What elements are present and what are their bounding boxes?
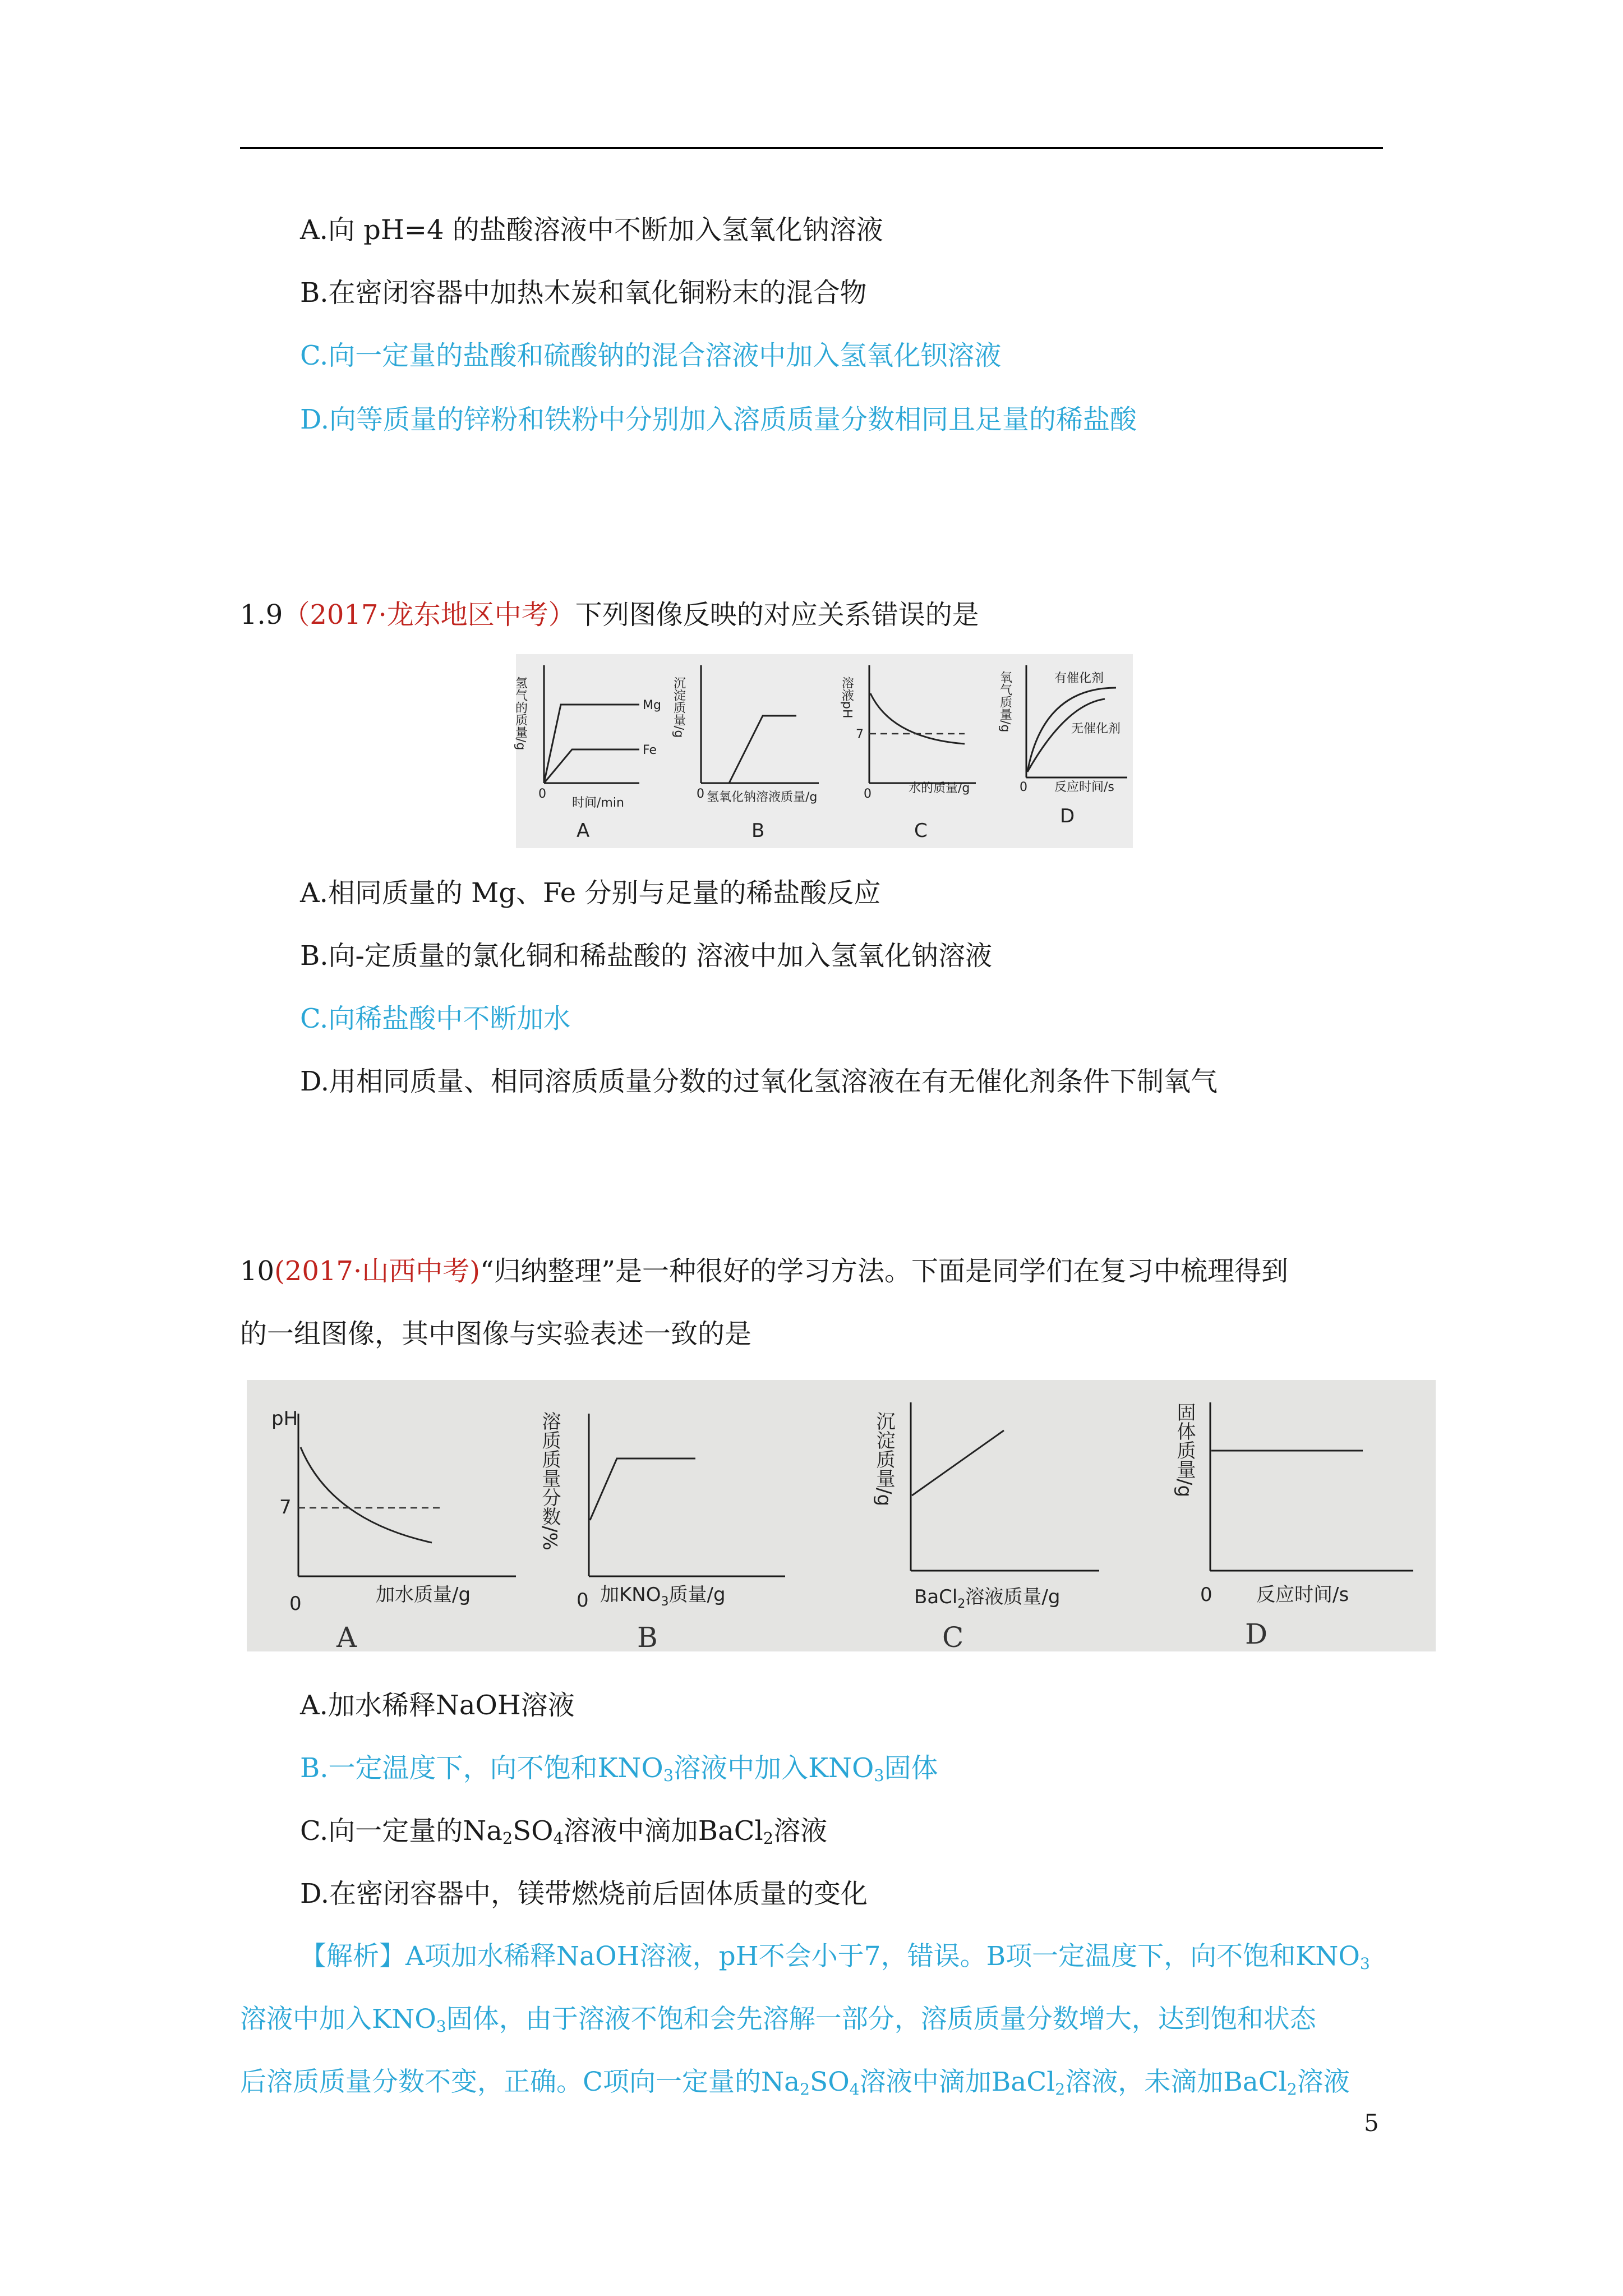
q10-graph-a [271,1407,516,1654]
q10-option-d: D.在密闭容器中，镁带燃烧前后固体质量的变化 [300,1878,868,1910]
q9-graph-c [840,665,976,842]
q9-a-mg-label: Mg [643,698,661,712]
q9-b-caption: B [751,820,765,842]
q10-a-caption: A [336,1621,357,1654]
q9-c-curve [870,693,965,744]
q10-d-origin: 0 [1200,1584,1212,1606]
q10-stem-text1: “归纳整理”是一种很好的学习方法。下面是同学们在复习中梳理得到 [479,1255,1289,1287]
q10-c-xlabel: BaCl$_2$溶液质量/g [914,1586,1061,1611]
q9-a-xlabel: 时间/min [572,796,624,810]
q10-option-b: B.一定温度下，向不饱和$KNO_3$溶液中加入$KNO_3$固体 [300,1752,938,1786]
q9-c-tick: 7 [856,728,864,742]
q10-analysis-line2: 溶液中加入$KNO_3$固体，由于溶液不饱和会先溶解一部分，溶质质量分数增大，达到饱和状态 [240,2004,1316,2036]
q10-graph-d [1173,1402,1413,1650]
q9-b-ylabel: 沉淀质量/g [671,677,686,738]
q9-a-mg-line [544,705,639,783]
q10-stem-line2: 的一组图像，其中图像与实验表述一致的是 [240,1318,752,1350]
q10-stem-line1 [240,1254,1288,1288]
q10-a-xlabel: 加水质量/g [376,1584,471,1606]
q10-c-caption: C [942,1621,964,1654]
q9-source: （2017·龙东地区中考） [283,599,575,631]
prev-option-b: B.在密闭容器中加热木炭和氧化铜粉末的混合物 [300,277,867,309]
q9-option-c: C.向稀盐酸中不断加水 [300,1003,571,1034]
q10-c-ylabel: 沉淀质量/g [873,1411,895,1507]
q9-b-line [729,716,796,783]
page-number: 5 [1364,2109,1379,2137]
q10-a-origin: 0 [289,1593,302,1615]
q9-c-origin: 0 [864,787,872,801]
q9-graph-a [514,665,661,842]
q9-number: 1.9 [240,599,283,631]
q10-graph-c [873,1402,1099,1654]
q10-a-ylabel: pH [271,1407,298,1430]
q10-number: 10 [240,1255,275,1287]
q9-d-nocat-label: 无催化剂 [1071,722,1121,736]
q9-d-origin: 0 [1020,780,1027,794]
q9-b-xlabel: 氢氧化钠溶液质量/g [707,790,818,804]
q10-b-xlabel: 加$KNO_3$质量/g [600,1584,726,1609]
q9-option-a: A.相同质量的 Mg、Fe 分别与足量的稀盐酸反应 [300,877,881,909]
q10-d-xlabel: 反应时间/s [1256,1584,1349,1606]
prev-option-d: D.向等质量的锌粉和铁粉中分别加入溶质质量分数相同且足量的稀盐酸 [300,404,1137,435]
q9-a-origin: 0 [538,787,546,801]
q9-c-xlabel: 水的质量/g [909,781,970,795]
header-rule [240,147,1383,149]
q9-d-cat-label: 有催化剂 [1054,671,1104,685]
q10-b-caption: B [637,1621,658,1654]
q9-a-caption: A [577,820,590,842]
q9-graph-b [672,665,819,842]
q9-d-caption: D [1060,805,1075,827]
q10-c-line [912,1430,1004,1496]
q9-a-ylabel: 氢气的质量/g [513,677,528,751]
q9-graph-d [998,665,1128,827]
q9-d-ylabel: 氧气质量/g [998,671,1012,733]
q9-figure [513,654,1133,848]
q10-a-curve [301,1447,432,1543]
q10-analysis-line1: 【解析】A项加水稀释NaOH溶液，pH不会小于7，错误。B项一定温度下，向不饱和$KNO_3$ [300,1941,1370,1973]
q10-graph-b [538,1411,785,1654]
q10-b-origin: 0 [577,1589,589,1612]
q9-stem-text: 下列图像反映的对应关系错误的是 [575,599,979,631]
prev-option-c: C.向一定量的盐酸和硫酸钠的混合溶液中加入氢氧化钡溶液 [300,340,1002,371]
q10-a-tick: 7 [279,1496,292,1519]
q9-b-origin: 0 [697,787,704,801]
prev-option-a: A.向 pH=4 的盐酸溶液中不断加入氢氧化钠溶液 [300,214,883,246]
q9-a-fe-label: Fe [643,743,657,757]
q10-option-a: A.加水稀释NaOH溶液 [300,1690,575,1721]
q10-d-caption: D [1245,1618,1268,1650]
q9-stem [240,598,979,632]
q9-d-xlabel: 反应时间/s [1054,780,1114,794]
q10-d-ylabel: 固体质量/g [1173,1402,1196,1498]
q10-figure [247,1380,1436,1654]
q10-source: (2017·山西中考) [274,1255,480,1287]
q9-option-b: B.向-定质量的氯化铜和稀盐酸的 溶液中加入氢氧化钠溶液 [300,940,993,972]
q10-option-c: C.向一定量的$Na_2SO_4$溶液中滴加BaCl$_2$溶液 [300,1815,828,1848]
q10-b-line [590,1458,695,1520]
q9-c-caption: C [914,820,928,842]
q9-c-ylabel: 溶液pH [840,677,854,719]
q9-a-fe-line [544,749,639,783]
q9-option-d: D.用相同质量、相同溶质质量分数的过氧化氢溶液在有无催化剂条件下制氧气 [300,1066,1218,1097]
q10-b-ylabel: 溶质质量分数/% [538,1411,561,1550]
q10-analysis-line3: 后溶质质量分数不变，正确。C项向一定量的$Na_2SO_4$溶液中滴加BaCl$_2$溶液，未滴加BaCl$_2$溶液 [240,2067,1350,2099]
